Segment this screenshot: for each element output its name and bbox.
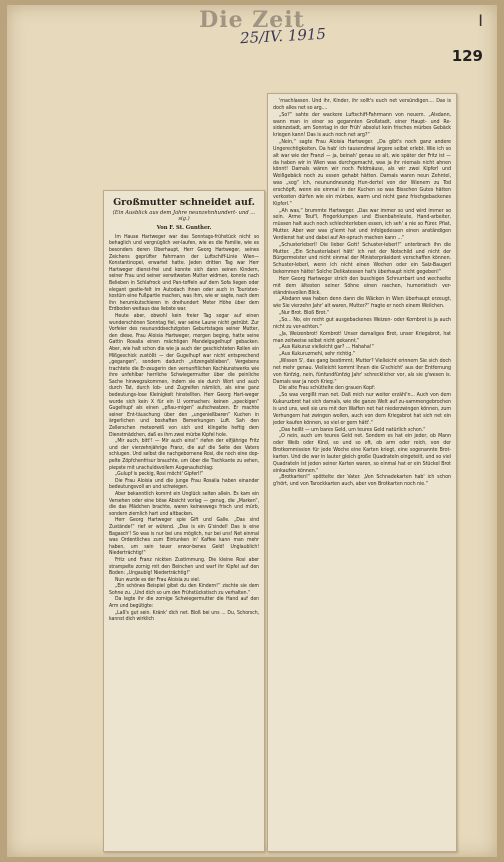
article-author: Von F. St. Gunther. — [156, 224, 212, 231]
paragraph: 'rnachlassen. Und ihr, Kinder, ihr sollt's euch net versündigen.... Das is doch alles net so arg.... — [273, 98, 451, 111]
paragraph: „Ah was,“ brummte Hartweger. „Das war immer so und wird immer so sein. Arme Teuf'l, Fingerklumpen und Eisenbahnleute, Hand-arbeiter, müssen halt auch noch schlechterleben essen, ich seh' a nie so Fürer. Pfiat, Mutter. Aber wer was g'lernt hat und infolgedessen einen anständigen Verdienst hat und dabei auf An-spruch machen kann ...“ — [273, 207, 451, 241]
article-subtitle: (Ein Ausblick aus dem Jahre neunzehnhundert- und ... sig.) — [112, 210, 256, 223]
paragraph: „Aus Kukuruzmehl, sehr richtig.“ — [279, 351, 356, 358]
paragraph: „Wissen S', das gang bestimmt, Mutter? Vielleicht erinnern Sie sich doch net mehr genau. Vielleicht kommt Ihnen die G'schicht' aus der Entfernung von fünfzig, nein, fünfundfünfzig Jahr' schrecklicher vor, als sie g'wesen is. Damals war ja noch Krieg.“ — [273, 358, 451, 385]
paragraph: Da legte ihr die zornige Schwiegermutter die Hand auf den Arm und begütigte: — [109, 596, 259, 610]
paragraph: „So?“ sahte der wackere Luftschiff-Fahrmann von neuem. „Alsdann, wann man in einer so gegannten Großstadt, einer Haupt- und Re-sidenzstadt, am Sonntag in der Früh' absolut kein frisches mürbes Gebäck kriegen kann! Das is auch noch net arg?“ — [273, 111, 451, 139]
paragraph: „Mir auch, bitt'! — Mir auch eins!“ riefen der elfjährige Fritz und der vierzehnjährige Franz, die auf die Seite des Vaters schlugen. Und selbst die nachgebornene Rosi, die noch eine dop-pelte Zöpfchenfrisur brauchte, um über die Tischkante zu sehen, piepste mit unschuldsvollem Augenaufschlag: — [109, 438, 259, 471]
paragraph: Aber bekanntlich kommt ein Unglück selten allein. Es kam ein Versehen oder eine böse Absicht vorlag — genug, die „Marken“, die das Mädchen brachte, waren keineswegs frisch und mürb, sondern ziemlich hart und altbacken. — [109, 490, 259, 517]
corner-mark: I — [478, 11, 483, 30]
article-title: Großmutter schneidet auf. — [113, 197, 255, 208]
paragraph: „O nein, auch um teures Geld net. Sondern es hat ein jeder, ob Mann oder Weib oder Kind, so und so oft, ob arm oder reich, von der Brotkommission für jede Woche eine Karten kriegt, eine sogenannte Brot-karten. Und die war in lauter gleich große Quadrateln eingeteilt, und so viel Quadrateln ist jeden seiner Karten waren, so einmal hat er ein Stückel Brot einkaufen können.“ — [273, 433, 451, 474]
paragraph: „Alsdann was haben denn dann die Wäcken in Wien überhaupt erzeugt, wie Sie vierzehn Jahr' alt waren, Mutter?“ fragte er noch einem Weilchen. — [273, 296, 451, 310]
page-number: 129 — [451, 47, 483, 65]
paragraph: „So was vergißt man net. Daß mich nur weiter erzähl'n... Auch von dem Kukuruzbrot hat sich damals, wie die ganze Welt auf zu-sammengebrochen is und uns, weil sie uns mit den Waffen net hat niederzwingen können, zum Verhungern hat zwingen wollen, auch von dem Kriegsbrot hat sich net ein jeder kaufen können, so viel er gern hätt'.“ — [273, 392, 451, 426]
paragraph: Heute aber, obwohl kein freier Tag sogar auf einen wunderschönen Sonntag fiel, war seine Laune nicht getrübt. Zur Vorfeier des neununddsechzigsten Geburtstages seiner Mutter, den diese, Frau Aloisia Hartweger, morgen beging, hatte seine Gattin Rosalia einen mächtigen Mandelgugelhupf gebacken. Aber, wie halt schon die wie ja auch der geschichteten Rollen ein Mißgeschick zustößt — der Gugelhupf war nicht entsprechend „gegangen“, sondern dadurch „sitzengeblieben“. Vergebens trachtete die Er-zeugerin den vernunftlichen Kochkunstwerks wie ihre unfehlbar herrliche Schwiegermutter über die peinliche Sache hinwegzukommen, indem sie sie durch Wort und auch durch Tat, durch lob- und Zugreifen nämlich, als eine ganz bedeutungs-lose Kleinigkeit hinstellten. Herr Georg Hart-weger wurde sich kein X für ein U vormachen: keinen „speckigen“ Gugelhupf als einen „pflau-migen“ aufschwatzen. Er machte seiner Ent-täuschung über den „ungenießbaren“ Kuchen in ärgerlichen und boshaften Bemerkungen Luft. Sah den Zellerschen meteorwiß von sich und klingelte heftig dem Dienstmädchen, daß es ihm zwei mürbe Kipfel hole. — [109, 312, 259, 438]
paragraph: „Ein schönes Beispiel gibst du den Kindern!“ zischte sie dem Sohne zu. „Und dich so um den Frühstückstisch zu verhalten.“ — [109, 583, 259, 596]
paragraph: Die Frau Aloisia und die junge Frau Rosalia haben einander bedeutungsvoll an und schwiegen. — [109, 477, 259, 491]
paragraph: „Das heißt — um bares Geld, um teures Geld natürlich schon.“ — [279, 426, 426, 433]
paragraph: „Brotkarten!“ spöttelte der Vater. „Von Schnadekarten hab' ich schon g'hört, und von Tarockkarten auch, aber von Brotkarten noch nie.“ — [273, 474, 451, 488]
clipping-page — [7, 5, 497, 857]
paragraph: „Schusterleberl! Die lieber Gott! Schuster-leberl!“ unterbrach ihn die Mutter. „Ein Schusterlaberl hätt' ich net der Notschild und nicht der Bürgermeister und nicht einmal der Ministerpräsident verschaffen können. Schuster-leberl, wenn ich nicht einen Wochen oder ein Salz-Baugerl bekommen hätte! Solche Delikatessen hat's überhaupt nicht gegeben!“ — [273, 241, 451, 276]
article-column-right — [267, 93, 457, 852]
paragraph: Die alte Frau schüttelte den grauen Kopf: — [279, 385, 375, 392]
paragraph: „Ja, Weizenbrot! Kornbrot! Unser damaliges Brot, unser Kriegsbrot, hat man zeitweise selbst nicht gekannt.“ — [273, 330, 451, 344]
paragraph: Nun wurde es der Frau Aloisia zu viel. — [115, 576, 200, 583]
paragraph: „Aus Kukuruz vielleicht gar? ... Hahaha!“ — [279, 344, 375, 351]
paragraph: Herr Georg Hartweger spie Gift und Galle. „Das sind Zustände!“ rief er wütend. „Das is ein G'sindel! Das is eine Bagasch'! So was is nur bei uns möglich, nur bei uns! Net einmal was Ordentliches zum Eintunken in' Kaffee kann man mehr haben, um sein teuer erwor-benes Geld! Unglaublich! Niederträchtig!“ — [109, 517, 259, 557]
handwritten-date: 25/IV. 1915 — [239, 24, 327, 48]
paragraph: Fritz und Franz nickten Zustimmung. Die kleine Rosi aber strampelte zornig mit den Beinchen und warf ihr Kipfel auf den Boden: „Ungaubig! Niederträchtig!“ — [109, 556, 259, 577]
paragraph: „Laß's gut sein. Kränk' dich net. Bloß bei uns ... Du, Schorsch, kannst dich wirklich — [109, 609, 259, 623]
paragraph: „Gulupf is peckig, Rosi möcht' Gipferl!“ — [115, 471, 204, 478]
paragraph: „Nein,“ sagte Frau Aloisia Hartweger. „Da gibt's noch ganz andere Ungerechtigkeiten. Da hab' ich tausendmal ärgere selbst erlebt. Wie ich so alt war wie der Franzl — ja, beinah' genau so alt, wie später der Fritz ist — da haben wir in Wien was durchgemacht, was ja ihr niemals nicht ahnen könnt! Damals wären wir noch Feldmäuse, als wir zwei Kipferl und Weißgebäck noch zu essen gehabt hätten. Damals waren neun Zehntel, was „sog“ ich, neunundneunzig Hun-dertel von der Wienern zu Tod erschöpft, wenn sie einmal in der Kuchen so was Bisschen Gutes hätten verkosten dürfen wie ein mürbes, warm und nicht ganz frischgebackenes Kipferl.“ — [273, 139, 451, 207]
paragraph: Im Hause Hartweger war das Sonntags-frühstück nicht so behaglich und vergnüglich ver-laufen, wie es die Familie, wie es besonders deren Oberhaupt, Herr Georg Hartweger, seines Zeichens geprüfter Fahrmann der Luftschiff-Linie Wien—Konstantinopel, erwartet hatte. Jeden dritten Tag war Herr Hartweger dienst-frei und konnte sich dann seinen Kindern, seiner Frau und seiner verwitweten Mutter widmen, konnte nach Belieben in Schlafrock und Pan-toffeln auf dem Sofa liegen oder elegant gestie-felt im Autodach ihnen oder auch in Touristen-kostüm eine Fußpartie machen, was ihm, wie er sagte, nach dem ihn herumkutschieren in dreihundert Meter Höhe über dem Erdboden weitaus das liebste war. — [109, 233, 259, 313]
article-column-left — [103, 190, 265, 852]
paragraph: „Nur Brot. Bloß Brot.“ — [279, 310, 330, 317]
paragraph: Herr Georg Hartweger strich den buschigen Schnurrbart und wechselte mit dem ältesten seiner Söhne einen raschen, humoristisch ver-ständnisvollen Blick. — [273, 275, 451, 296]
newspaper-masthead: Die Zeit — [199, 7, 305, 33]
paragraph: „So... No, ein recht gut ausgebackenes Weizen- oder Kornbrot is ja auch nicht zu ver-achten.“ — [273, 317, 451, 330]
